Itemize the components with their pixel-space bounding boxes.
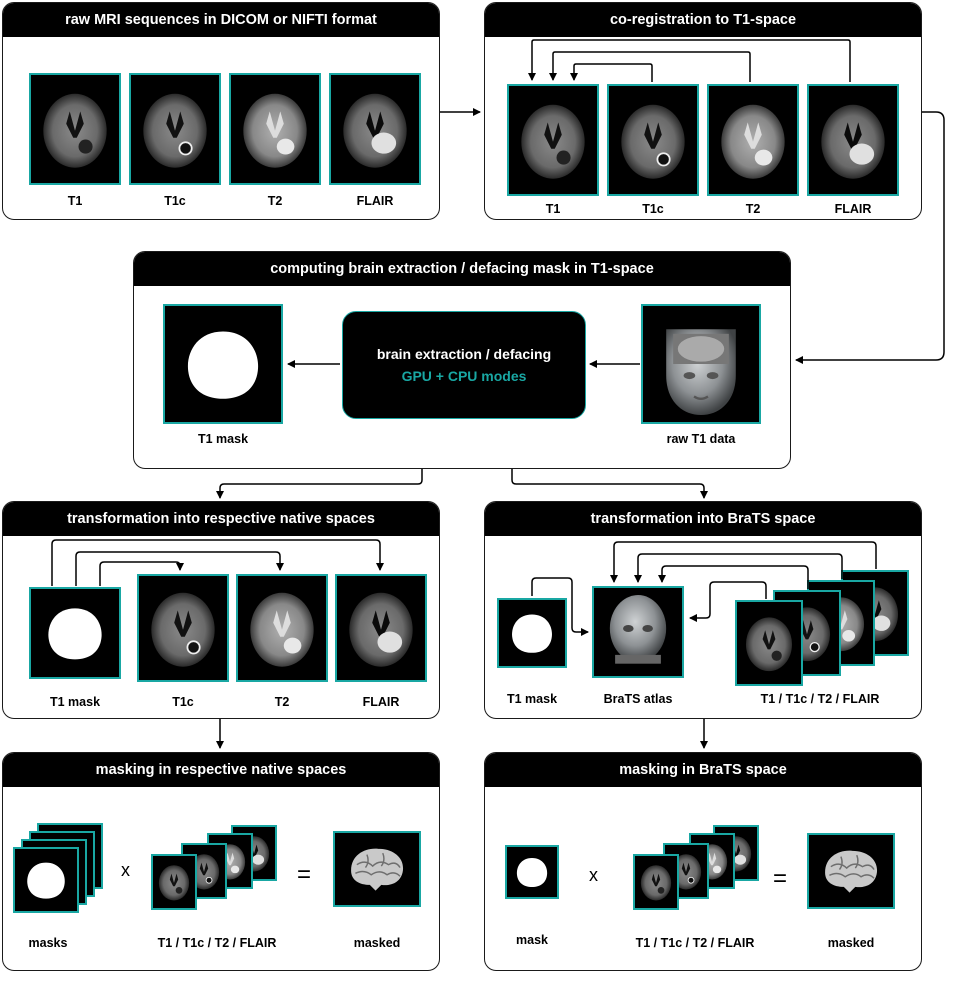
- label-masked: masked: [827, 936, 875, 950]
- arrow-brain-to-brats: [512, 469, 704, 498]
- label-stack: T1 / T1c / T2 / FLAIR: [635, 936, 755, 950]
- mri-flair-image: [329, 73, 421, 185]
- label-t2: T2: [745, 202, 761, 216]
- mri-t2-image: [707, 84, 799, 196]
- panel-raw-sequences: [2, 2, 440, 220]
- label-flair: FLAIR: [362, 695, 400, 709]
- multiply-sign: x: [121, 860, 130, 880]
- label-t1-mask: T1 mask: [49, 695, 101, 709]
- label-mask: mask: [516, 933, 548, 947]
- mri-t1c-image: [129, 73, 221, 185]
- mri-t1-image: [507, 84, 599, 196]
- process-modes: GPU + CPU modes: [401, 368, 527, 384]
- panel-title: computing brain extraction / defacing mask in T1-space: [134, 252, 790, 286]
- label-t1: T1: [67, 194, 83, 208]
- masked-brain-image: [807, 833, 895, 909]
- mri-flair-image: [335, 574, 427, 682]
- panel-title: masking in BraTS space: [485, 753, 921, 787]
- label-t1c: T1c: [164, 194, 186, 208]
- arrow-brain-to-native: [220, 469, 422, 498]
- panel-title: transformation into BraTS space: [485, 502, 921, 536]
- panel-coregistration: [484, 2, 922, 220]
- mri-t1c-image: [137, 574, 229, 682]
- equals-sign: =: [297, 861, 312, 888]
- label-t1-mask: T1 mask: [506, 692, 558, 706]
- mri-t2-image: [229, 73, 321, 185]
- mri-t1c-image: [607, 84, 699, 196]
- panel-title: raw MRI sequences in DICOM or NIFTI format: [3, 3, 439, 37]
- mask-image: [505, 845, 559, 899]
- stack-t1-image: [735, 600, 803, 686]
- t1-mask-image: [497, 598, 567, 668]
- brats-atlas-image: [592, 586, 684, 678]
- multiply-sign: x: [589, 865, 598, 885]
- stack-t1-image: [633, 854, 679, 910]
- label-t2: T2: [274, 695, 290, 709]
- label-t1: T1: [545, 202, 561, 216]
- label-brats-atlas: BraTS atlas: [603, 692, 673, 706]
- equals-sign: =: [773, 865, 788, 892]
- mri-t1-image: [29, 73, 121, 185]
- panel-brats-transformation: [484, 501, 922, 719]
- masked-brain-image: [333, 831, 421, 907]
- panel-title: masking in respective native spaces: [3, 753, 439, 787]
- stack-t1-image: [151, 854, 197, 910]
- label-masked: masked: [353, 936, 401, 950]
- t1-mask-image: [29, 587, 121, 679]
- raw-t1-head-image: [641, 304, 761, 424]
- label-t1c: T1c: [642, 202, 664, 216]
- label-masks: masks: [28, 936, 68, 950]
- mask-stack-0: [13, 847, 79, 913]
- panel-masking-native: [2, 752, 440, 971]
- label-t1c: T1c: [172, 695, 194, 709]
- panel-title: co-registration to T1-space: [485, 3, 921, 37]
- label-t1-mask: T1 mask: [197, 432, 249, 446]
- label-raw-t1-data: raw T1 data: [666, 432, 736, 446]
- mri-flair-image: [807, 84, 899, 196]
- brain-extraction-process-box: [342, 311, 586, 419]
- panel-native-transformation: [2, 501, 440, 719]
- mri-t2-image: [236, 574, 328, 682]
- label-t2: T2: [267, 194, 283, 208]
- label-stack: T1 / T1c / T2 / FLAIR: [760, 692, 880, 706]
- panel-title: transformation into respective native spaces: [3, 502, 439, 536]
- label-flair: FLAIR: [834, 202, 872, 216]
- label-flair: FLAIR: [356, 194, 394, 208]
- panel-masking-brats: [484, 752, 922, 971]
- label-stack: T1 / T1c / T2 / FLAIR: [157, 936, 277, 950]
- process-title: brain extraction / defacing: [376, 346, 552, 362]
- t1-mask-image: [163, 304, 283, 424]
